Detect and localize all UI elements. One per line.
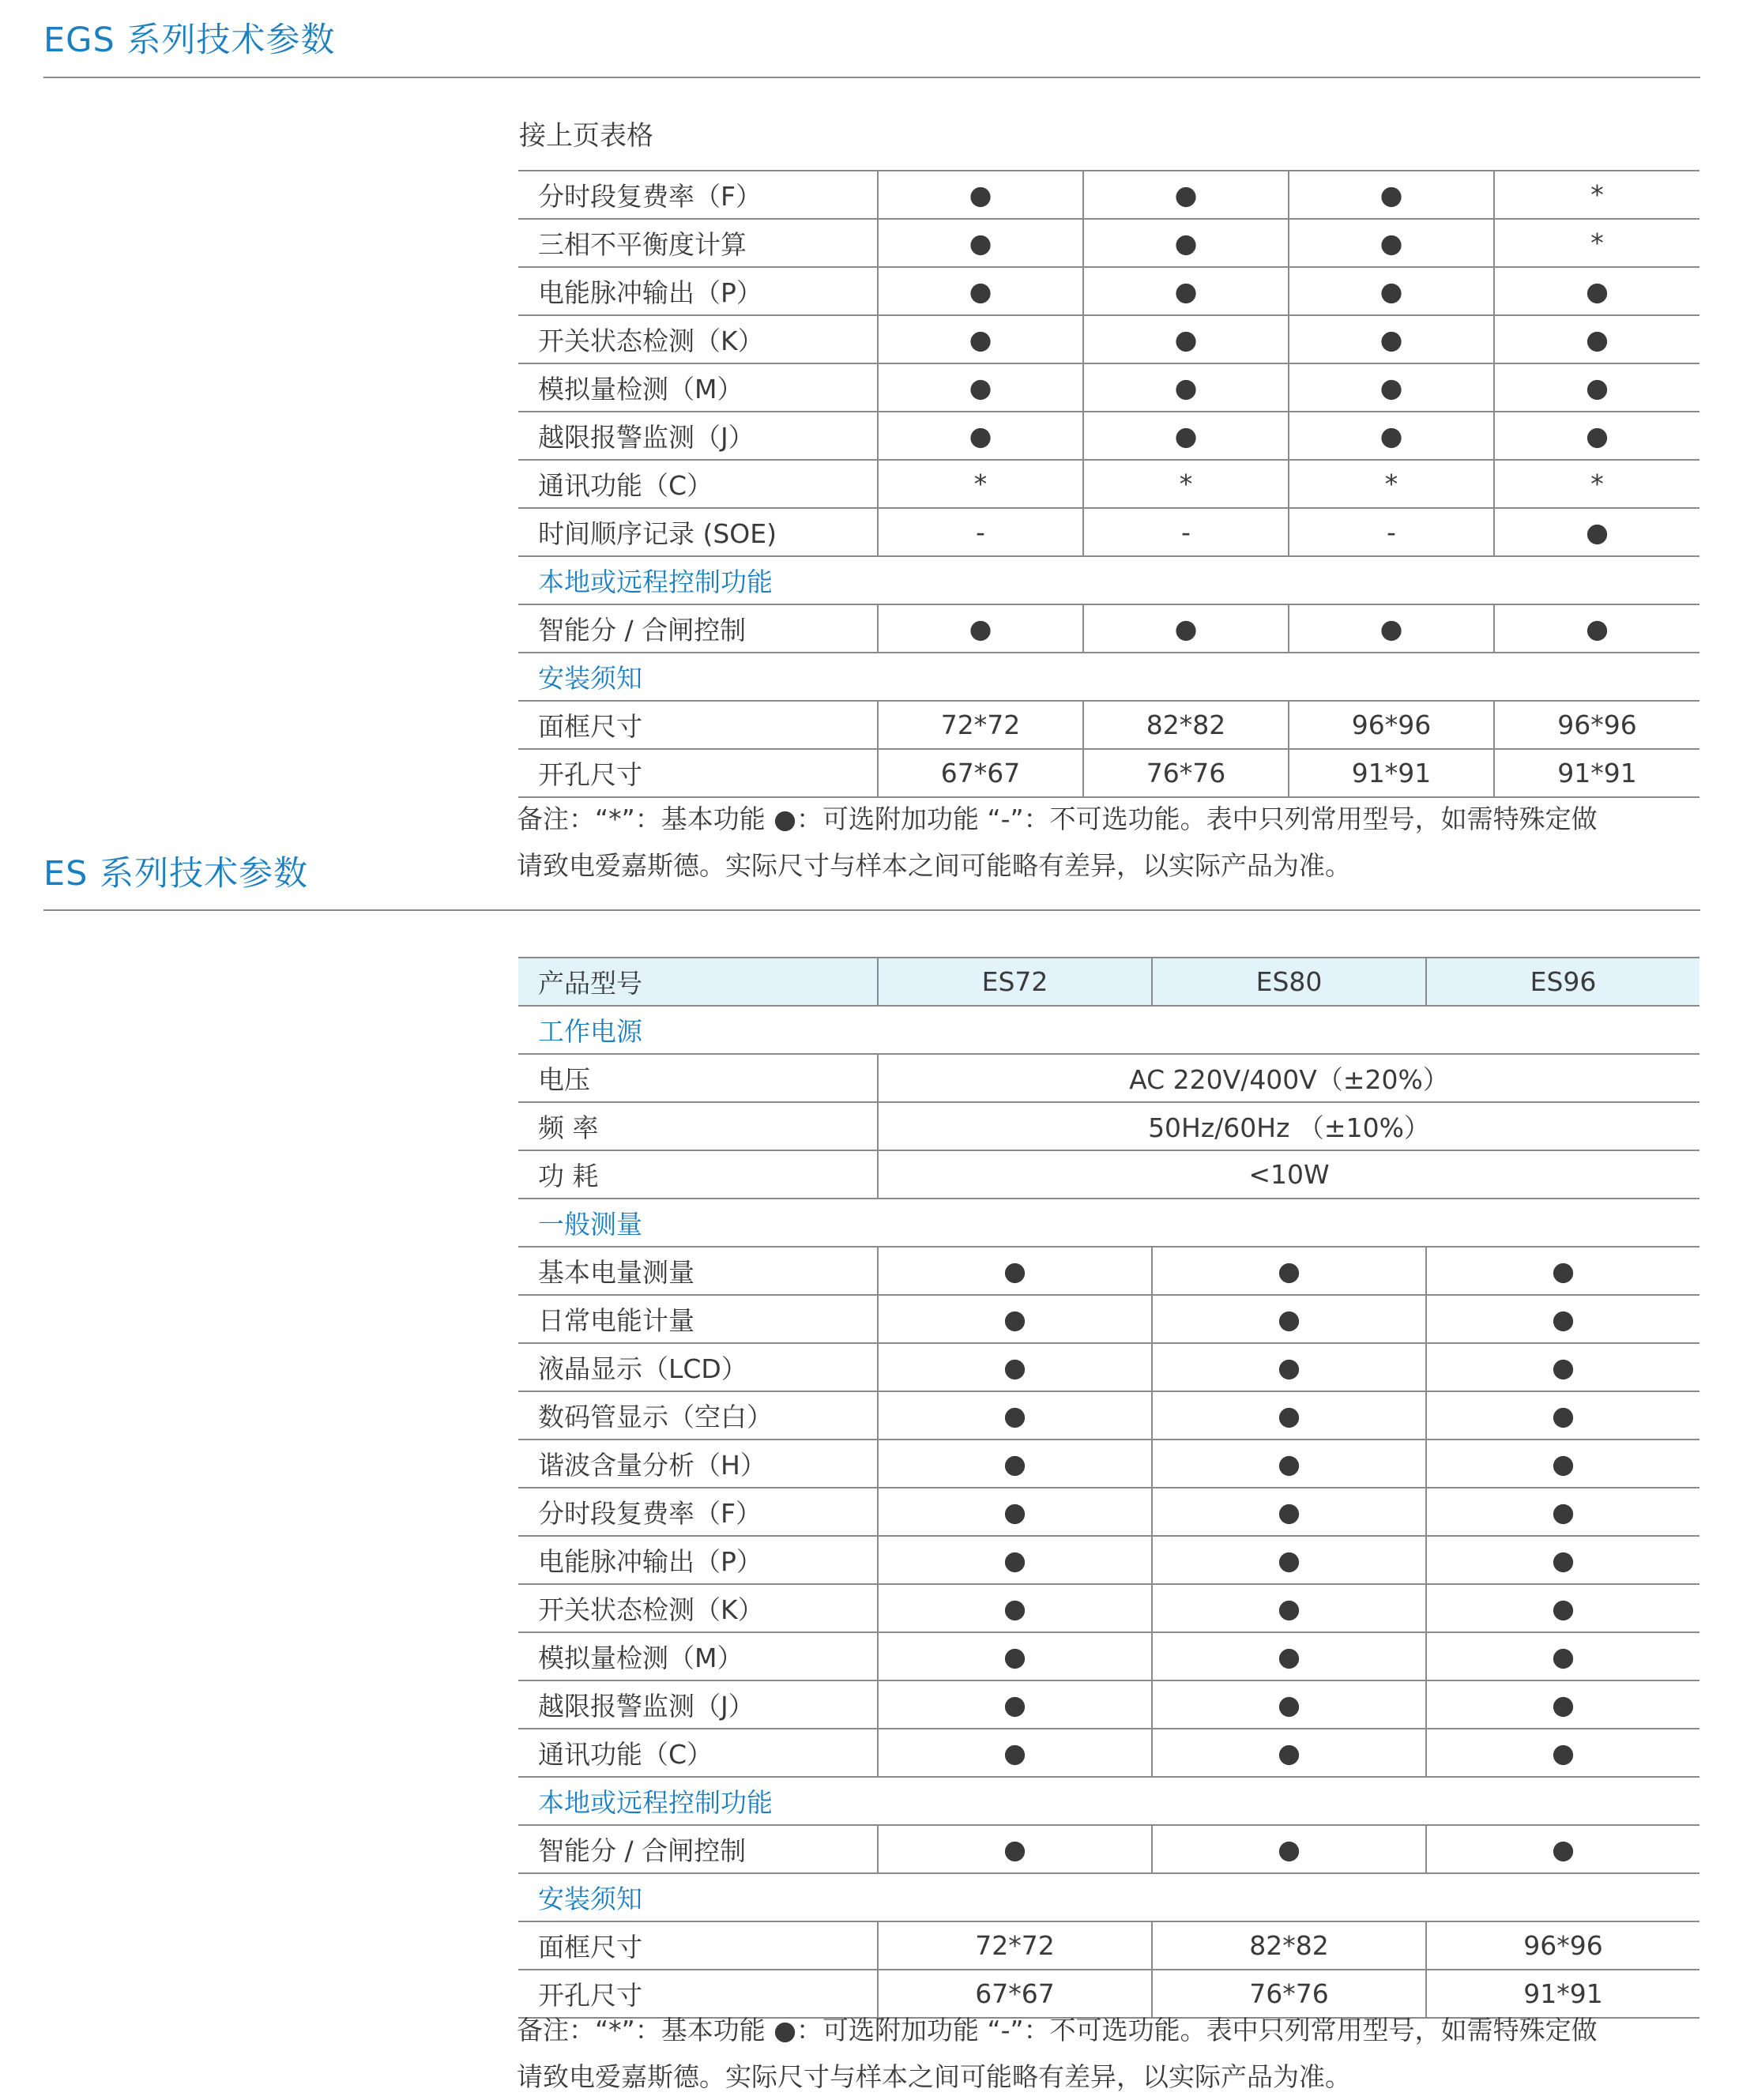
row-label: 电能脉冲输出（P） xyxy=(518,267,878,315)
section-heading: 本地或远程控制功能 xyxy=(518,556,1699,604)
row-label: 智能分 / 合闸控制 xyxy=(518,1825,878,1873)
value-cell: 96*96 xyxy=(1494,701,1699,749)
table-row xyxy=(518,1680,1699,1729)
section-row xyxy=(518,556,1699,604)
table-row xyxy=(518,1825,1699,1873)
value-cell: 91*91 xyxy=(1289,749,1494,797)
value-cell: 72*72 xyxy=(878,701,1083,749)
value-cell: 91*91 xyxy=(1494,749,1699,797)
value-cell: - xyxy=(1083,508,1289,556)
row-label: 分时段复费率（F） xyxy=(518,171,878,219)
value-cell: ● xyxy=(878,1632,1152,1680)
es-title-divider xyxy=(43,909,1700,911)
value-cell: ● xyxy=(1289,363,1494,412)
value-cell: ● xyxy=(1152,1488,1426,1536)
table-row xyxy=(518,1440,1699,1488)
value-cell: ● xyxy=(1426,1536,1699,1584)
section-heading: 安装须知 xyxy=(518,653,1699,701)
value-cell: ● xyxy=(1152,1295,1426,1343)
table-row xyxy=(518,508,1699,556)
row-label: 谐波含量分析（H） xyxy=(518,1440,878,1488)
value-cell: ● xyxy=(1152,1440,1426,1488)
egs-title-divider xyxy=(43,77,1700,78)
value-cell: ● xyxy=(1083,604,1289,653)
section-row xyxy=(518,1873,1699,1921)
value-cell: ● xyxy=(1083,171,1289,219)
egs-note-line-1: 备注：“*”：基本功能 ●：可选附加功能 “-”：不可选功能。表中只列常用型号，如需特殊定做 xyxy=(517,803,1598,834)
value-cell: ● xyxy=(1083,363,1289,412)
value-cell: ● xyxy=(878,1391,1152,1440)
row-label: 通讯功能（C） xyxy=(518,1729,878,1777)
value-cell: ● xyxy=(1289,219,1494,267)
value-cell: 82*82 xyxy=(1083,701,1289,749)
value-cell: ● xyxy=(1083,412,1289,460)
table-row xyxy=(518,1054,1699,1102)
row-label: 越限报警监测（J） xyxy=(518,1680,878,1729)
value-cell: ● xyxy=(1152,1680,1426,1729)
value-cell: ● xyxy=(1426,1488,1699,1536)
value-cell: ● xyxy=(1152,1536,1426,1584)
row-label: 电压 xyxy=(518,1054,878,1102)
value-cell: ● xyxy=(878,1295,1152,1343)
value-cell: ● xyxy=(878,219,1083,267)
row-label: 分时段复费率（F） xyxy=(518,1488,878,1536)
table-row xyxy=(518,1584,1699,1632)
section-heading: 一般测量 xyxy=(518,1199,1699,1247)
value-cell: ● xyxy=(1083,315,1289,363)
table-row xyxy=(518,1536,1699,1584)
value-cell: - xyxy=(878,508,1083,556)
table-row xyxy=(518,363,1699,412)
table-row xyxy=(518,171,1699,219)
value-cell: 72*72 xyxy=(878,1921,1152,1970)
spanned-value-cell: 50Hz/60Hz （±10%） xyxy=(878,1102,1699,1150)
es-spec-table xyxy=(518,957,1699,2019)
model-column-header: ES80 xyxy=(1152,958,1426,1006)
row-label: 模拟量检测（M） xyxy=(518,363,878,412)
row-label: 频 率 xyxy=(518,1102,878,1150)
value-cell: ● xyxy=(878,363,1083,412)
value-cell: ● xyxy=(1289,267,1494,315)
value-cell: 96*96 xyxy=(1426,1921,1699,1970)
value-cell: ● xyxy=(1152,1825,1426,1873)
value-cell: ● xyxy=(878,1440,1152,1488)
section-row xyxy=(518,1006,1699,1054)
value-cell: ● xyxy=(1426,1343,1699,1391)
value-cell: * xyxy=(1494,460,1699,508)
row-label: 液晶显示（LCD） xyxy=(518,1343,878,1391)
row-label: 功 耗 xyxy=(518,1150,878,1199)
value-cell: ● xyxy=(878,412,1083,460)
row-label: 通讯功能（C） xyxy=(518,460,878,508)
table-row xyxy=(518,1391,1699,1440)
table-row xyxy=(518,604,1699,653)
value-cell: 91*91 xyxy=(1426,1970,1699,2018)
table-row xyxy=(518,1921,1699,1970)
value-cell: ● xyxy=(1494,508,1699,556)
value-cell: ● xyxy=(1289,315,1494,363)
spanned-value-cell: AC 220V/400V（±20%） xyxy=(878,1054,1699,1102)
model-column-header: ES96 xyxy=(1426,958,1699,1006)
value-cell: ● xyxy=(1494,604,1699,653)
egs-note xyxy=(517,796,1710,889)
value-cell: ● xyxy=(1152,1247,1426,1295)
value-cell: ● xyxy=(1426,1825,1699,1873)
value-cell: * xyxy=(878,460,1083,508)
value-cell: ● xyxy=(1494,315,1699,363)
value-cell: 96*96 xyxy=(1289,701,1494,749)
row-label: 时间顺序记录 (SOE) xyxy=(518,508,878,556)
table-row xyxy=(518,1632,1699,1680)
row-label: 三相不平衡度计算 xyxy=(518,219,878,267)
value-cell: ● xyxy=(1426,1247,1699,1295)
table-row xyxy=(518,412,1699,460)
value-cell: ● xyxy=(878,1825,1152,1873)
es-note-line-2: 请致电爱嘉斯德。实际尺寸与样本之间可能略有差异，以实际产品为准。 xyxy=(517,2061,1351,2092)
value-cell: ● xyxy=(878,1536,1152,1584)
section-heading: 本地或远程控制功能 xyxy=(518,1777,1699,1825)
value-cell: ● xyxy=(1426,1632,1699,1680)
value-cell: ● xyxy=(1426,1680,1699,1729)
value-cell: ● xyxy=(878,1488,1152,1536)
value-cell: ● xyxy=(1426,1440,1699,1488)
row-label: 开关状态检测（K） xyxy=(518,315,878,363)
value-cell: ● xyxy=(1426,1729,1699,1777)
spanned-value-cell: <10W xyxy=(878,1150,1699,1199)
table-row xyxy=(518,1102,1699,1150)
value-cell: * xyxy=(1289,460,1494,508)
egs-table-caption: 接上页表格 xyxy=(519,120,653,152)
section-heading: 工作电源 xyxy=(518,1006,1699,1054)
row-label: 开孔尺寸 xyxy=(518,749,878,797)
table-row xyxy=(518,701,1699,749)
table-row xyxy=(518,1150,1699,1199)
row-label: 基本电量测量 xyxy=(518,1247,878,1295)
table-row xyxy=(518,219,1699,267)
value-cell: * xyxy=(1083,460,1289,508)
value-cell: ● xyxy=(1426,1391,1699,1440)
table-row xyxy=(518,315,1699,363)
value-cell: ● xyxy=(1494,267,1699,315)
table-row xyxy=(518,1729,1699,1777)
value-cell: ● xyxy=(1426,1584,1699,1632)
egs-spec-table xyxy=(518,170,1699,798)
table-row xyxy=(518,460,1699,508)
table-row xyxy=(518,267,1699,315)
value-cell: ● xyxy=(1152,1391,1426,1440)
row-label: 电能脉冲输出（P） xyxy=(518,1536,878,1584)
table-row xyxy=(518,1488,1699,1536)
es-section-title: ES 系列技术参数 xyxy=(43,854,309,894)
section-row xyxy=(518,1777,1699,1825)
value-cell: ● xyxy=(1426,1295,1699,1343)
table-header-row xyxy=(518,958,1699,1006)
row-label: 模拟量检测（M） xyxy=(518,1632,878,1680)
value-cell: ● xyxy=(878,1680,1152,1729)
value-cell: ● xyxy=(878,1729,1152,1777)
row-label: 面框尺寸 xyxy=(518,701,878,749)
row-label: 智能分 / 合闸控制 xyxy=(518,604,878,653)
value-cell: 67*67 xyxy=(878,749,1083,797)
value-cell: 82*82 xyxy=(1152,1921,1426,1970)
section-heading: 安装须知 xyxy=(518,1873,1699,1921)
value-cell: ● xyxy=(1289,171,1494,219)
value-cell: ● xyxy=(1494,363,1699,412)
value-cell: ● xyxy=(878,1584,1152,1632)
value-cell: ● xyxy=(878,1247,1152,1295)
model-column-header: ES72 xyxy=(878,958,1152,1006)
value-cell: ● xyxy=(1152,1632,1426,1680)
egs-section-title: EGS 系列技术参数 xyxy=(43,21,336,60)
row-label: 越限报警监测（J） xyxy=(518,412,878,460)
table-row xyxy=(518,1343,1699,1391)
value-cell: ● xyxy=(1494,412,1699,460)
value-cell: ● xyxy=(1083,219,1289,267)
value-cell: ● xyxy=(1083,267,1289,315)
value-cell: ● xyxy=(1152,1729,1426,1777)
value-cell: ● xyxy=(1152,1343,1426,1391)
table-row xyxy=(518,1247,1699,1295)
row-label: 数码管显示（空白） xyxy=(518,1391,878,1440)
value-cell: ● xyxy=(1289,412,1494,460)
table-row xyxy=(518,749,1699,797)
value-cell: ● xyxy=(878,171,1083,219)
section-row xyxy=(518,653,1699,701)
value-cell: ● xyxy=(878,604,1083,653)
value-cell: * xyxy=(1494,171,1699,219)
value-cell: * xyxy=(1494,219,1699,267)
value-cell: 76*76 xyxy=(1152,1970,1426,2018)
es-note xyxy=(517,2007,1710,2100)
value-cell: 76*76 xyxy=(1083,749,1289,797)
value-cell: ● xyxy=(878,315,1083,363)
row-label: 面框尺寸 xyxy=(518,1921,878,1970)
row-label: 日常电能计量 xyxy=(518,1295,878,1343)
value-cell: ● xyxy=(878,267,1083,315)
es-note-line-1: 备注：“*”：基本功能 ●：可选附加功能 “-”：不可选功能。表中只列常用型号，如需特殊定做 xyxy=(517,2015,1598,2045)
row-label: 开关状态检测（K） xyxy=(518,1584,878,1632)
section-row xyxy=(518,1199,1699,1247)
value-cell: ● xyxy=(1152,1584,1426,1632)
value-cell: ● xyxy=(1289,604,1494,653)
table-row xyxy=(518,1295,1699,1343)
value-cell: ● xyxy=(878,1343,1152,1391)
value-cell: - xyxy=(1289,508,1494,556)
header-label: 产品型号 xyxy=(518,958,878,1006)
egs-note-line-2: 请致电爱嘉斯德。实际尺寸与样本之间可能略有差异，以实际产品为准。 xyxy=(517,850,1351,881)
row-label: 开孔尺寸 xyxy=(518,1970,878,2018)
value-cell: 67*67 xyxy=(878,1970,1152,2018)
